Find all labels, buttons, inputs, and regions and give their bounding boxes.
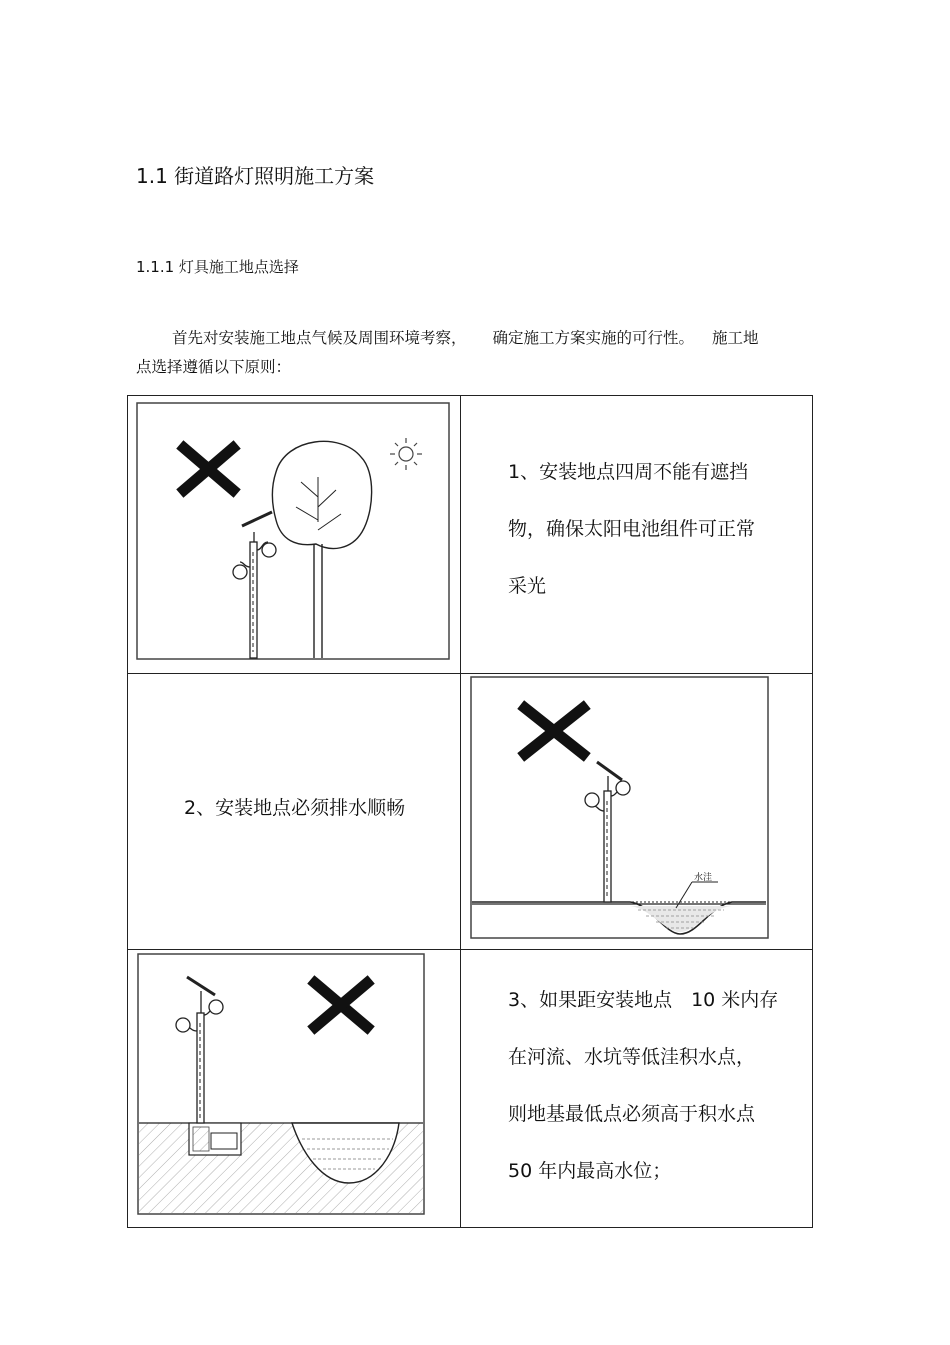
table-divider-row-2 — [127, 949, 813, 950]
intro-text-3: 施工地 — [712, 329, 759, 347]
figure-foundation-illustration — [137, 953, 427, 1217]
rule-2-line: 2、安装地点必须排水顺畅 — [184, 797, 406, 819]
rule-3-line: 3、如果距安装地点 10 米内存 — [508, 989, 779, 1011]
section-heading: 1.1 街道路灯照明施工方案 — [136, 164, 375, 188]
rule-3-line: 在河流、水坑等低洼积水点， — [508, 1046, 756, 1068]
rule-1-line: 采光 — [508, 575, 547, 597]
rule-2-text — [184, 780, 405, 837]
rule-3-line: 50 年内最高水位； — [508, 1160, 672, 1182]
intro-text-4: 点选择遵循以下原则： — [136, 358, 292, 376]
rule-3-line: 则地基最低点必须高于积水点 — [508, 1103, 756, 1125]
table-divider-vertical — [460, 395, 461, 1228]
subsection-heading: 1.1.1 灯具施工地点选择 — [136, 258, 299, 276]
intro-text-2: 确定施工方案实施的可行性。 — [492, 329, 695, 347]
rule-1-text — [508, 444, 755, 615]
puddle-label: 水洼 — [694, 873, 713, 883]
rule-1-line: 1、安装地点四周不能有遮挡 — [508, 461, 749, 483]
intro-paragraph — [136, 324, 841, 382]
table-divider-row-1 — [127, 673, 813, 674]
rule-1-line: 物，确保太阳电池组件可正常 — [508, 518, 756, 540]
rule-3-text — [508, 972, 778, 1200]
figure-shading-illustration — [136, 402, 452, 664]
figure-drainage-illustration — [470, 676, 770, 942]
intro-text-1: 首先对安装施工地点气候及周围环境考察， — [172, 329, 467, 347]
